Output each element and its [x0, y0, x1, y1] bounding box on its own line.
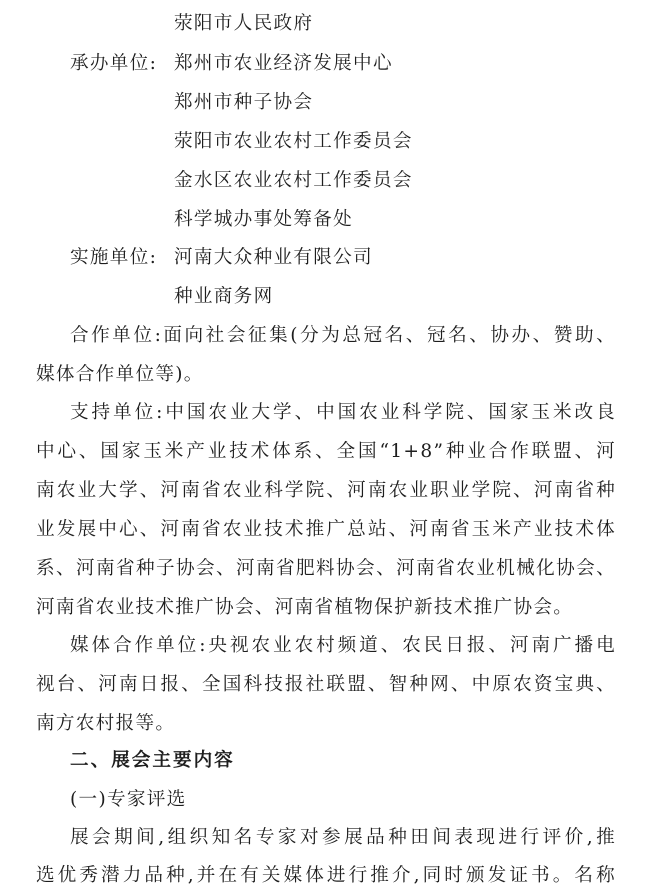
support-line: 南农业大学、河南省农业科学院、河南农业职业学院、河南省种 [36, 480, 616, 501]
co-organizer-label: 承办单位: [70, 53, 158, 74]
implementer-item: 种业商务网 [174, 286, 274, 307]
co-organizer-item: 郑州市农业经济发展中心 [174, 53, 393, 74]
support-line: 支持单位:中国农业大学、中国农业科学院、国家玉米改良 [70, 402, 616, 423]
cooperation-line: 合作单位:面向社会征集(分为总冠名、冠名、协办、赞助、 [70, 325, 616, 346]
media-line: 视台、河南日报、全国科技报社联盟、智种网、中原农资宝典、 [36, 674, 616, 695]
implementer-item: 河南大众种业有限公司 [174, 247, 373, 268]
support-line: 河南省农业技术推广协会、河南省植物保护新技术推广协会。 [36, 597, 574, 618]
body-line: 选优秀潜力品种,并在有关媒体进行推介,同时颁发证书。名称 [36, 865, 616, 886]
organizer-item: 荥阳市人民政府 [174, 13, 314, 34]
co-organizer-item: 科学城办事处筹备处 [174, 209, 354, 230]
co-organizer-item: 金水区农业农村工作委员会 [174, 170, 413, 191]
subsection-heading: (一)专家评选 [70, 789, 187, 810]
media-line: 南方农村报等。 [36, 713, 176, 734]
section-heading: 二、展会主要内容 [70, 750, 235, 771]
co-organizer-item: 荥阳市农业农村工作委员会 [174, 131, 413, 152]
cooperation-line: 媒体合作单位等)。 [36, 364, 204, 385]
support-line: 系、河南省种子协会、河南省肥料协会、河南省农业机械化协会、 [36, 558, 616, 579]
implementer-label: 实施单位: [70, 247, 158, 268]
body-line: 展会期间,组织知名专家对参展品种田间表现进行评价,推 [70, 827, 616, 848]
co-organizer-item: 郑州市种子协会 [174, 92, 314, 113]
media-line: 媒体合作单位:央视农业农村频道、农民日报、河南广播电 [70, 635, 616, 656]
support-line: 中心、国家玉米产业技术体系、全国“1+8”种业合作联盟、河 [36, 441, 616, 462]
support-line: 业发展中心、河南省农业技术推广总站、河南省玉米产业技术体 [36, 519, 616, 540]
